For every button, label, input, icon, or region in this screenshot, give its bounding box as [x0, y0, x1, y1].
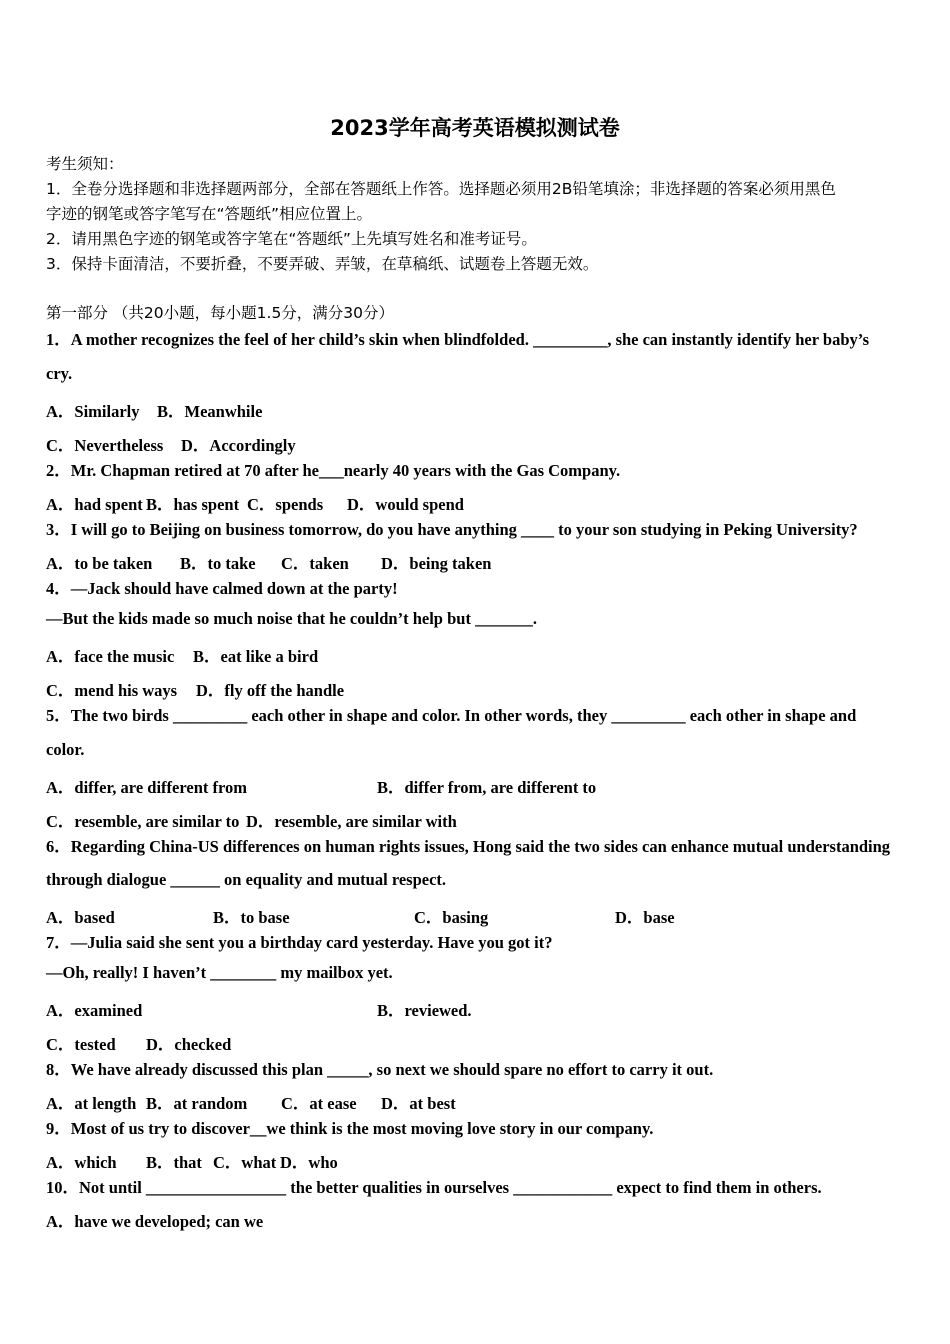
q5-option-c: C．resemble, are similar to — [46, 812, 240, 831]
question-8-stem: 8．We have already discussed this plan _____, so next we should spare no effort to carry it out. — [46, 1060, 714, 1079]
q6-option-d: D．base — [615, 908, 675, 927]
q1-option-c: C．Nevertheless — [46, 436, 164, 455]
q6-option-b: B．to base — [213, 908, 290, 927]
q9-option-a: A．which — [46, 1153, 117, 1172]
q5-option-a: A．differ, are different from — [46, 778, 248, 797]
notice-item: 1．全卷分选择题和非选择题两部分，全部在答题纸上作答。选择题必须用2B铅笔填涂；非选择题的答案必须用黑色 — [46, 180, 836, 198]
notice-item: 3．保持卡面清洁，不要折叠，不要弄破、弄皱，在草稿纸、试题卷上答题无效。 — [46, 255, 599, 273]
question-4-reply: —But the kids made so much noise that he couldn’t help but _______. — [46, 609, 537, 628]
q4-option-a: A．face the music — [46, 647, 175, 666]
q4-option-d: D．fly off the handle — [196, 681, 345, 700]
q10-option-a: A．have we developed; can we — [46, 1212, 264, 1231]
q1-option-d: D．Accordingly — [181, 436, 296, 455]
q8-option-b: B．at random — [146, 1094, 248, 1113]
q7-option-c: C．tested — [46, 1035, 116, 1054]
q7-option-a: A．examined — [46, 1001, 143, 1020]
q3-option-d: D．being taken — [381, 554, 492, 573]
q5-option-b: B．differ from, are different to — [377, 778, 597, 797]
q9-option-d: D．who — [280, 1153, 338, 1172]
notice-heading: 考生须知： — [46, 155, 124, 173]
q9-option-b: B．that — [146, 1153, 202, 1172]
q6-option-c: C．basing — [414, 908, 489, 927]
section-heading: 第一部分 （共20小题，每小题1.5分，满分30分） — [46, 304, 395, 322]
question-2-stem: 2．Mr. Chapman retired at 70 after he___nearly 40 years with the Gas Company. — [46, 461, 621, 480]
question-10-stem: 10．Not until _________________ the better qualities in ourselves ____________ expect to find them in others. — [46, 1178, 822, 1197]
question-6-stem-cont: through dialogue ______ on equality and mutual respect. — [46, 870, 447, 889]
question-1-stem: 1．A mother recognizes the feel of her child’s skin when blindfolded. _________, she can instantly identify her baby’s — [46, 330, 870, 349]
q4-option-b: B．eat like a bird — [193, 647, 319, 666]
question-3-stem: 3．I will go to Beijing on business tomorrow, do you have anything ____ to your son studying in Peking University? — [46, 520, 858, 539]
question-9-stem: 9．Most of us try to discover__we think is the most moving love story in our company. — [46, 1119, 654, 1138]
question-5-stem-cont: color. — [46, 740, 85, 759]
question-5-stem: 5．The two birds _________ each other in shape and color. In other words, they _________ each other in shape and — [46, 706, 857, 725]
q9-option-c: C．what — [213, 1153, 277, 1172]
q6-option-a: A．based — [46, 908, 115, 927]
q2-option-d: D．would spend — [347, 495, 464, 514]
notice-item: 2．请用黑色字迹的钢笔或答字笔在“答题纸”上先填写姓名和准考证号。 — [46, 230, 537, 248]
question-6-stem: 6．Regarding China-US differences on human rights issues, Hong said the two sides can enhance mutual understanding — [46, 837, 891, 856]
question-1-stem-cont: cry. — [46, 364, 73, 383]
q8-option-a: A．at length — [46, 1094, 137, 1113]
q1-option-b: B．Meanwhile — [157, 402, 263, 421]
q2-option-c: C．spends — [247, 495, 324, 514]
q8-option-c: C．at ease — [281, 1094, 357, 1113]
q1-option-a: A．Similarly — [46, 402, 140, 421]
q4-option-c: C．mend his ways — [46, 681, 178, 700]
question-4-stem: 4．—Jack should have calmed down at the party! — [46, 579, 398, 598]
q3-option-c: C．taken — [281, 554, 349, 573]
q7-option-b: B．reviewed. — [377, 1001, 472, 1020]
q2-option-b: B．has spent — [146, 495, 240, 514]
q3-option-b: B．to take — [180, 554, 256, 573]
question-7-stem: 7．—Julia said she sent you a birthday card yesterday. Have you got it? — [46, 933, 553, 952]
question-7-reply: —Oh, really! I haven’t ________ my mailbox yet. — [46, 963, 393, 982]
page-title: 2023学年高考英语模拟测试卷 — [330, 116, 620, 140]
q5-option-d: D．resemble, are similar with — [246, 812, 457, 831]
q2-option-a: A．had spent — [46, 495, 143, 514]
notice-item: 字迹的钢笔或答字笔写在“答题纸”相应位置上。 — [46, 205, 373, 223]
q7-option-d: D．checked — [146, 1035, 232, 1054]
q8-option-d: D．at best — [381, 1094, 456, 1113]
q3-option-a: A．to be taken — [46, 554, 153, 573]
